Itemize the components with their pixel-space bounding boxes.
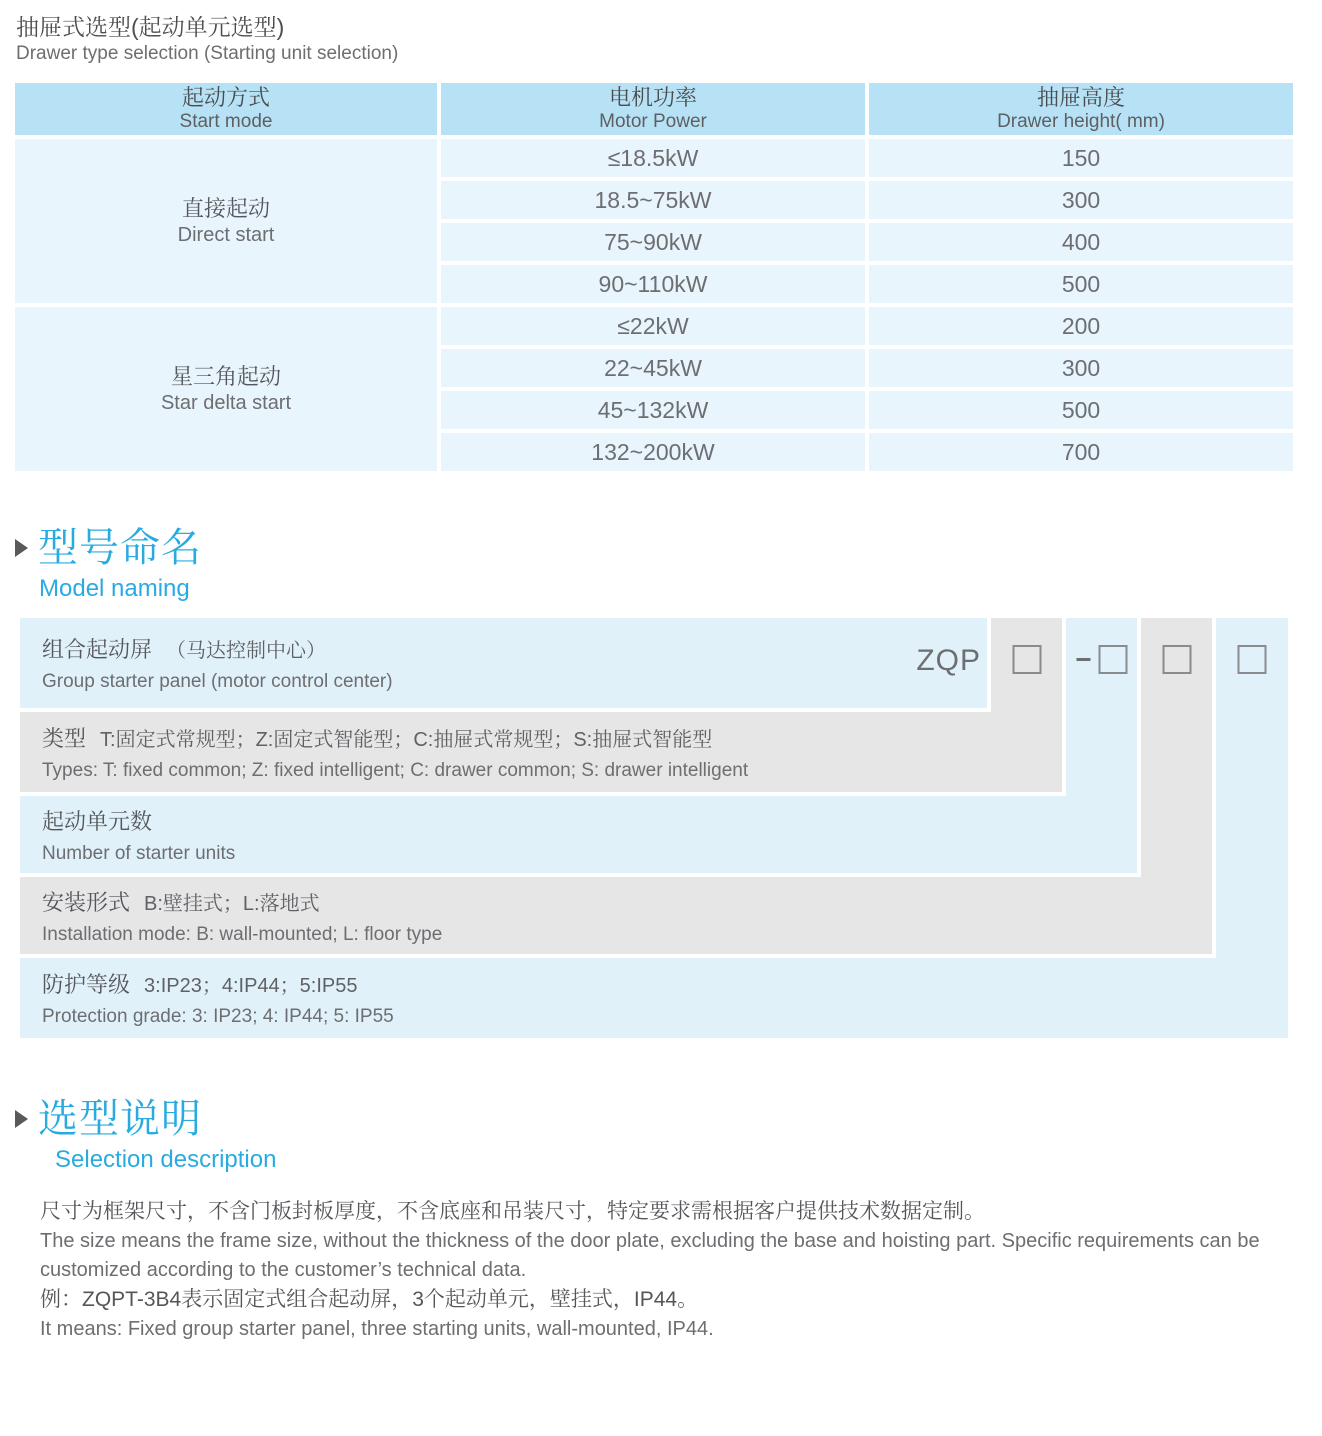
band-1-cn bbox=[42, 633, 987, 664]
page-title: 抽屉式选型(起动单元选型) bbox=[16, 14, 285, 40]
power-cell: 90~110kW bbox=[441, 265, 865, 303]
height-cell: 400 bbox=[869, 223, 1293, 261]
header-drawer-height-en: Drawer height( mm) bbox=[997, 111, 1165, 132]
header-motor-power-en: Motor Power bbox=[599, 111, 707, 132]
height-cell: 300 bbox=[869, 181, 1293, 219]
band-1-en: Group starter panel (motor control center) bbox=[42, 671, 393, 692]
band-5-label: 防护等级 bbox=[42, 972, 131, 997]
power-cell: ≤18.5kW bbox=[441, 139, 865, 177]
power-cell: 22~45kW bbox=[441, 349, 865, 387]
header-start-mode bbox=[15, 83, 437, 135]
section-model-naming-title-cn: 型号命名 bbox=[38, 526, 202, 570]
model-code-box-1 bbox=[1012, 645, 1041, 674]
band-2-label: 类型 bbox=[42, 726, 87, 751]
header-start-mode-cn: 起动方式 bbox=[181, 85, 270, 110]
section-arrow-icon bbox=[15, 1110, 28, 1128]
model-naming-band-1 bbox=[20, 618, 987, 708]
band-3-cn bbox=[42, 805, 1137, 836]
model-naming-band-2 bbox=[20, 712, 1062, 792]
mode-cell-star-delta bbox=[15, 307, 437, 471]
description-p1-en: The size means the frame size, without the thickness of the door plate, excluding the base and hoisting part. Specific requirements can be customized according to the customer’s technical data. bbox=[40, 1230, 1260, 1281]
section-model-naming-title-en: Model naming bbox=[39, 575, 190, 602]
model-naming-band-5 bbox=[20, 958, 1288, 1038]
band-2-cn bbox=[42, 722, 1062, 753]
selection-description-text bbox=[40, 1197, 1292, 1344]
band-4-en: Installation mode: B: wall-mounted; L: floor type bbox=[42, 923, 443, 945]
model-code-box-4 bbox=[1238, 645, 1267, 674]
section-selection-description-head bbox=[15, 1096, 1322, 1142]
description-p2-en: It means: Fixed group starter panel, three starting units, wall-mounted, IP44. bbox=[40, 1318, 714, 1340]
band-5-en: Protection grade: 3: IP23; 4: IP44; 5: IP55 bbox=[42, 1006, 394, 1027]
header-start-mode-en: Start mode bbox=[179, 111, 273, 132]
model-naming-diagram bbox=[20, 618, 1288, 1038]
header-drawer-height-cn: 抽屉高度 bbox=[1036, 85, 1125, 110]
height-cell: 300 bbox=[869, 349, 1293, 387]
band-5-cn bbox=[42, 968, 1288, 999]
power-cell: ≤22kW bbox=[441, 307, 865, 345]
header-drawer-height bbox=[869, 83, 1293, 135]
band-2-detail: T:固定式常规型；Z:固定式智能型；C:抽屉式常规型；S:抽屉式智能型 bbox=[100, 729, 713, 751]
band-4-detail: B:壁挂式；L:落地式 bbox=[144, 892, 320, 915]
header-motor-power-cn: 电机功率 bbox=[608, 85, 697, 110]
page-subtitle: Drawer type selection (Starting unit selection) bbox=[16, 43, 399, 64]
model-code-box-2-wrap bbox=[1076, 645, 1127, 674]
model-prefix: ZQP bbox=[916, 644, 981, 677]
band-5-detail: 3:IP23；4:IP44；5:IP55 bbox=[144, 975, 358, 997]
band-4-label: 安装形式 bbox=[42, 889, 131, 915]
height-cell: 200 bbox=[869, 307, 1293, 345]
band-2-en: Types: T: fixed common; Z: fixed intelligent; C: drawer common; S: drawer intelligent bbox=[42, 760, 749, 781]
power-cell: 132~200kW bbox=[441, 433, 865, 471]
band-4-cn bbox=[42, 886, 1212, 917]
drawer-selection-table bbox=[15, 83, 1285, 471]
height-cell: 150 bbox=[869, 139, 1293, 177]
description-p1-cn: 尺寸为框架尺寸，不含门板封板厚度，不含底座和吊装尺寸，特定要求需根据客户提供技术数据定制。 bbox=[40, 1200, 985, 1223]
model-naming-band-4 bbox=[20, 877, 1212, 954]
page-title-block bbox=[0, 0, 1322, 66]
mode-star-delta-cn: 星三角起动 bbox=[170, 363, 281, 389]
band-3-en: Number of starter units bbox=[42, 842, 236, 864]
model-code-box-3 bbox=[1162, 645, 1191, 674]
height-cell: 500 bbox=[869, 265, 1293, 303]
header-motor-power bbox=[441, 83, 865, 135]
height-cell: 500 bbox=[869, 391, 1293, 429]
height-cell: 700 bbox=[869, 433, 1293, 471]
power-cell: 45~132kW bbox=[441, 391, 865, 429]
mode-cell-direct-start bbox=[15, 139, 437, 303]
dash-glyph bbox=[1076, 658, 1090, 661]
section-selection-description-title-cn: 选型说明 bbox=[38, 1097, 202, 1141]
model-naming-band-3 bbox=[20, 796, 1137, 873]
band-3-label: 起动单元数 bbox=[42, 808, 153, 834]
section-model-naming bbox=[15, 525, 1322, 604]
band-1-detail: （马达控制中心） bbox=[166, 640, 327, 662]
section-model-naming-head bbox=[15, 525, 1322, 571]
section-arrow-icon bbox=[15, 539, 28, 557]
description-p2-cn: 例：ZQPT-3B4表示固定式组合起动屏，3个起动单元，壁挂式，IP44。 bbox=[40, 1288, 699, 1311]
power-cell: 75~90kW bbox=[441, 223, 865, 261]
model-code-box-2 bbox=[1098, 645, 1127, 674]
power-cell: 18.5~75kW bbox=[441, 181, 865, 219]
mode-direct-start-cn: 直接起动 bbox=[181, 195, 270, 221]
mode-star-delta-en: Star delta start bbox=[160, 391, 292, 414]
mode-direct-start-en: Direct start bbox=[177, 223, 275, 246]
section-selection-description-title-en: Selection description bbox=[55, 1146, 277, 1173]
band-1-label: 组合起动屏 bbox=[42, 637, 153, 662]
section-selection-description bbox=[15, 1096, 1322, 1175]
